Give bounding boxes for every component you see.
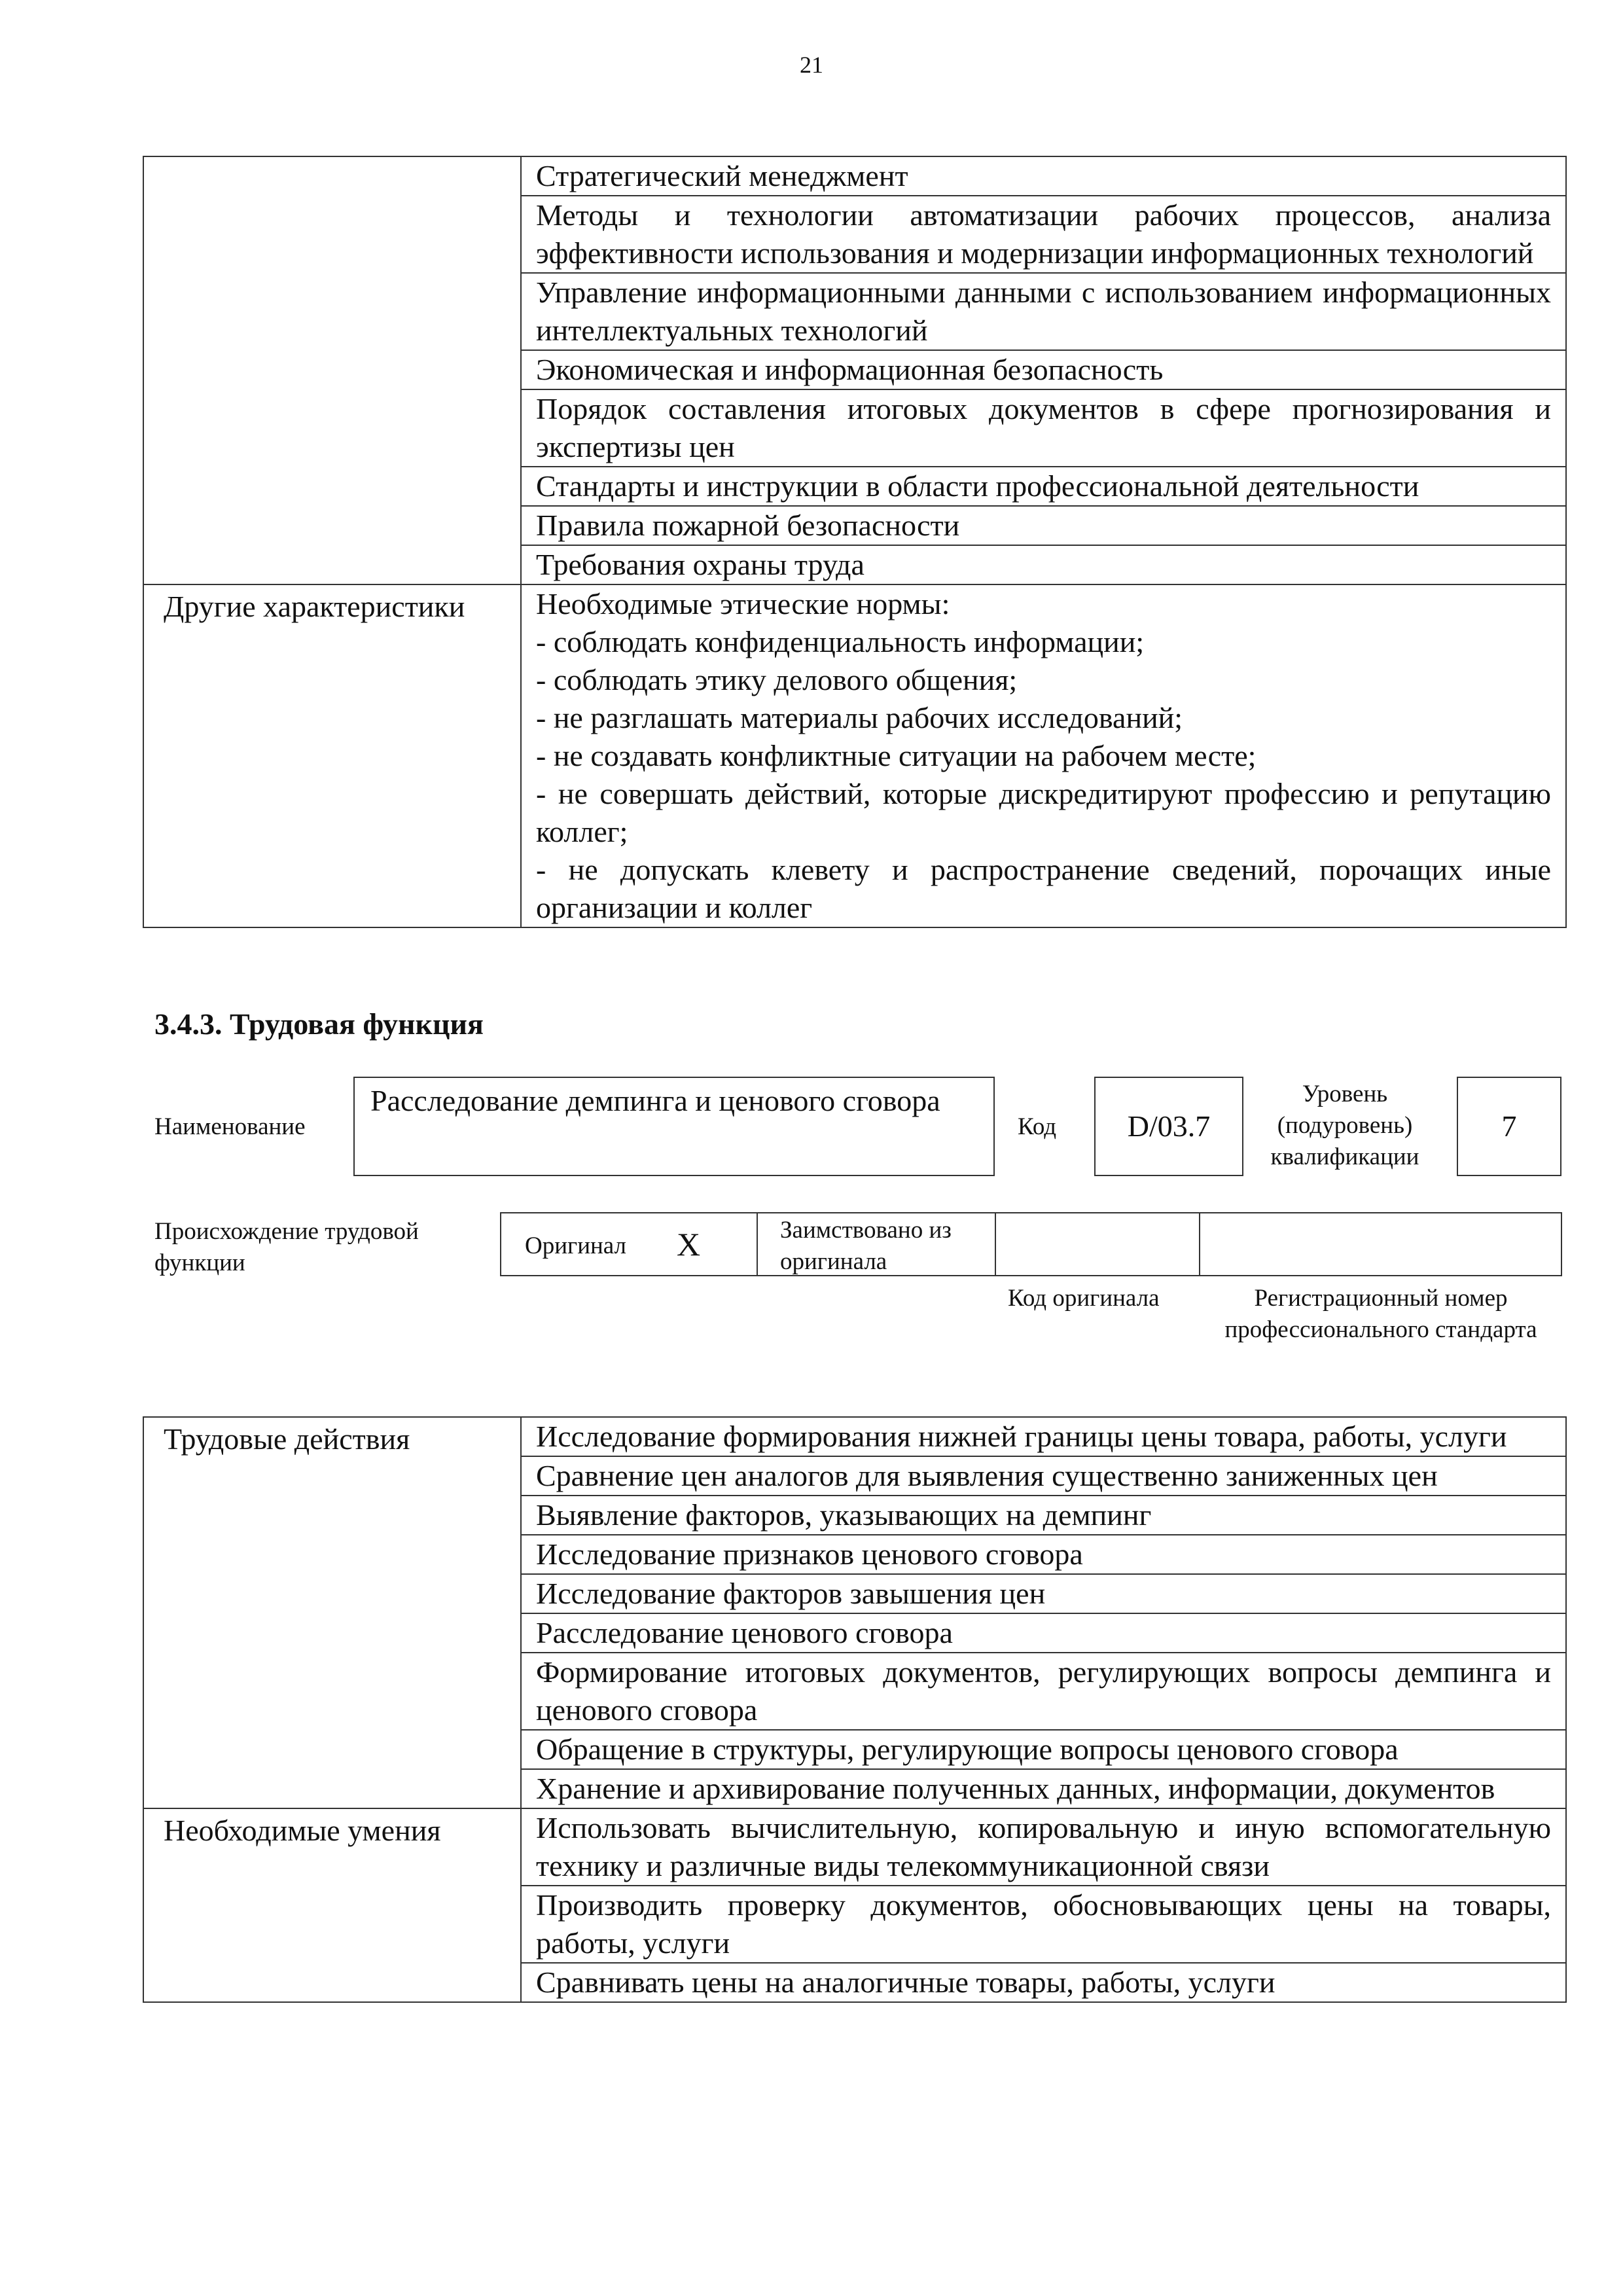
table-row: Выявление факторов, указывающих на демпинг (521, 1496, 1566, 1535)
level-value: 7 (1457, 1077, 1561, 1176)
table-row: Обращение в структуры, регулирующие вопросы ценового сговора (521, 1730, 1566, 1769)
ethics-line: - не разглашать материалы рабочих исследований; (536, 701, 1183, 734)
section-heading: 3.4.3. Трудовая функция (154, 1007, 484, 1041)
ethics-cell (521, 584, 1566, 927)
table-row: Производить проверку документов, обосновывающих цены на товары, работы, услуги (521, 1886, 1566, 1963)
actions-table (143, 1416, 1567, 2003)
borrowed-label: Заимствовано из оригинала (780, 1217, 952, 1275)
ethics-line: - соблюдать конфиденциальность информации; (536, 625, 1145, 658)
table-row: Хранение и архивирование полученных данных, информации, документов (521, 1769, 1566, 1808)
table-row: Исследование формирования нижней границы цены товара, работы, услуги (521, 1417, 1566, 1456)
knowledge-table (143, 156, 1567, 928)
code-value: D/03.7 (1094, 1077, 1243, 1176)
original-label: Оригинал (525, 1232, 627, 1259)
table-row: Сравнение цен аналогов для выявления существенно заниженных цен (521, 1456, 1566, 1496)
ethics-line: - соблюдать этику делового общения; (536, 663, 1018, 696)
table-row: Сравнивать цены на аналогичные товары, работы, услуги (521, 1963, 1566, 2002)
table-label-empty (143, 156, 521, 584)
table-row: Стандарты и инструкции в области профессиональной деятельности (521, 467, 1566, 506)
table-row: Экономическая и информационная безопасность (521, 350, 1566, 389)
code-label: Код (1018, 1113, 1057, 1140)
level-label-line: Уровень (1302, 1081, 1388, 1107)
table-row: Управление информационными данными с использованием информационных интеллектуальных технологий (521, 273, 1566, 350)
table-row: Требования охраны труда (521, 545, 1566, 584)
table-row: Использовать вычислительную, копировальную и иную вспомогательную технику и различные виды телекоммуникационной связи (521, 1808, 1566, 1886)
origin-label: Происхождение трудовой функции (154, 1218, 419, 1276)
code-original-caption: Код оригинала (1008, 1285, 1160, 1312)
table-row: Исследование признаков ценового сговора (521, 1535, 1566, 1574)
level-label (1243, 1079, 1446, 1173)
ethics-line: - не создавать конфликтные ситуации на рабочем месте; (536, 739, 1257, 772)
ethics-line: - не совершать действий, которые дискредитируют профессию и репутацию коллег; (536, 777, 1551, 848)
table-row: Правила пожарной безопасности (521, 506, 1566, 545)
table-row: Формирование итоговых документов, регулирующих вопросы демпинга и ценового сговора (521, 1653, 1566, 1730)
table-row: Методы и технологии автоматизации рабочих процессов, анализа эффективности использования и модернизации информационных технологий (521, 196, 1566, 273)
table-row: Стратегический менеджмент (521, 156, 1566, 196)
name-label: Наименование (154, 1113, 306, 1140)
page-number: 21 (800, 52, 823, 78)
ethics-line: - не допускать клевету и распространение сведений, порочащих иные организации и коллег (536, 853, 1551, 924)
skills-label: Необходимые умения (143, 1808, 521, 2002)
origin-box (500, 1212, 1562, 1276)
original-mark: X (677, 1226, 701, 1263)
table-row: Исследование факторов завышения цен (521, 1574, 1566, 1613)
level-label-line: (подуровень) (1277, 1112, 1413, 1139)
reg-number-caption: Регистрационный номер профессионального стандарта (1224, 1285, 1537, 1343)
table-row: Расследование ценового сговора (521, 1613, 1566, 1653)
actions-label: Трудовые действия (143, 1417, 521, 1808)
ethics-line: Необходимые этические нормы: (536, 587, 950, 620)
level-label-line: квалификации (1270, 1143, 1419, 1170)
table-row: Порядок составления итоговых документов в сфере прогнозирования и экспертизы цен (521, 389, 1566, 467)
name-value: Расследование демпинга и ценового сговора (353, 1077, 995, 1176)
other-characteristics-label: Другие характеристики (143, 584, 521, 927)
